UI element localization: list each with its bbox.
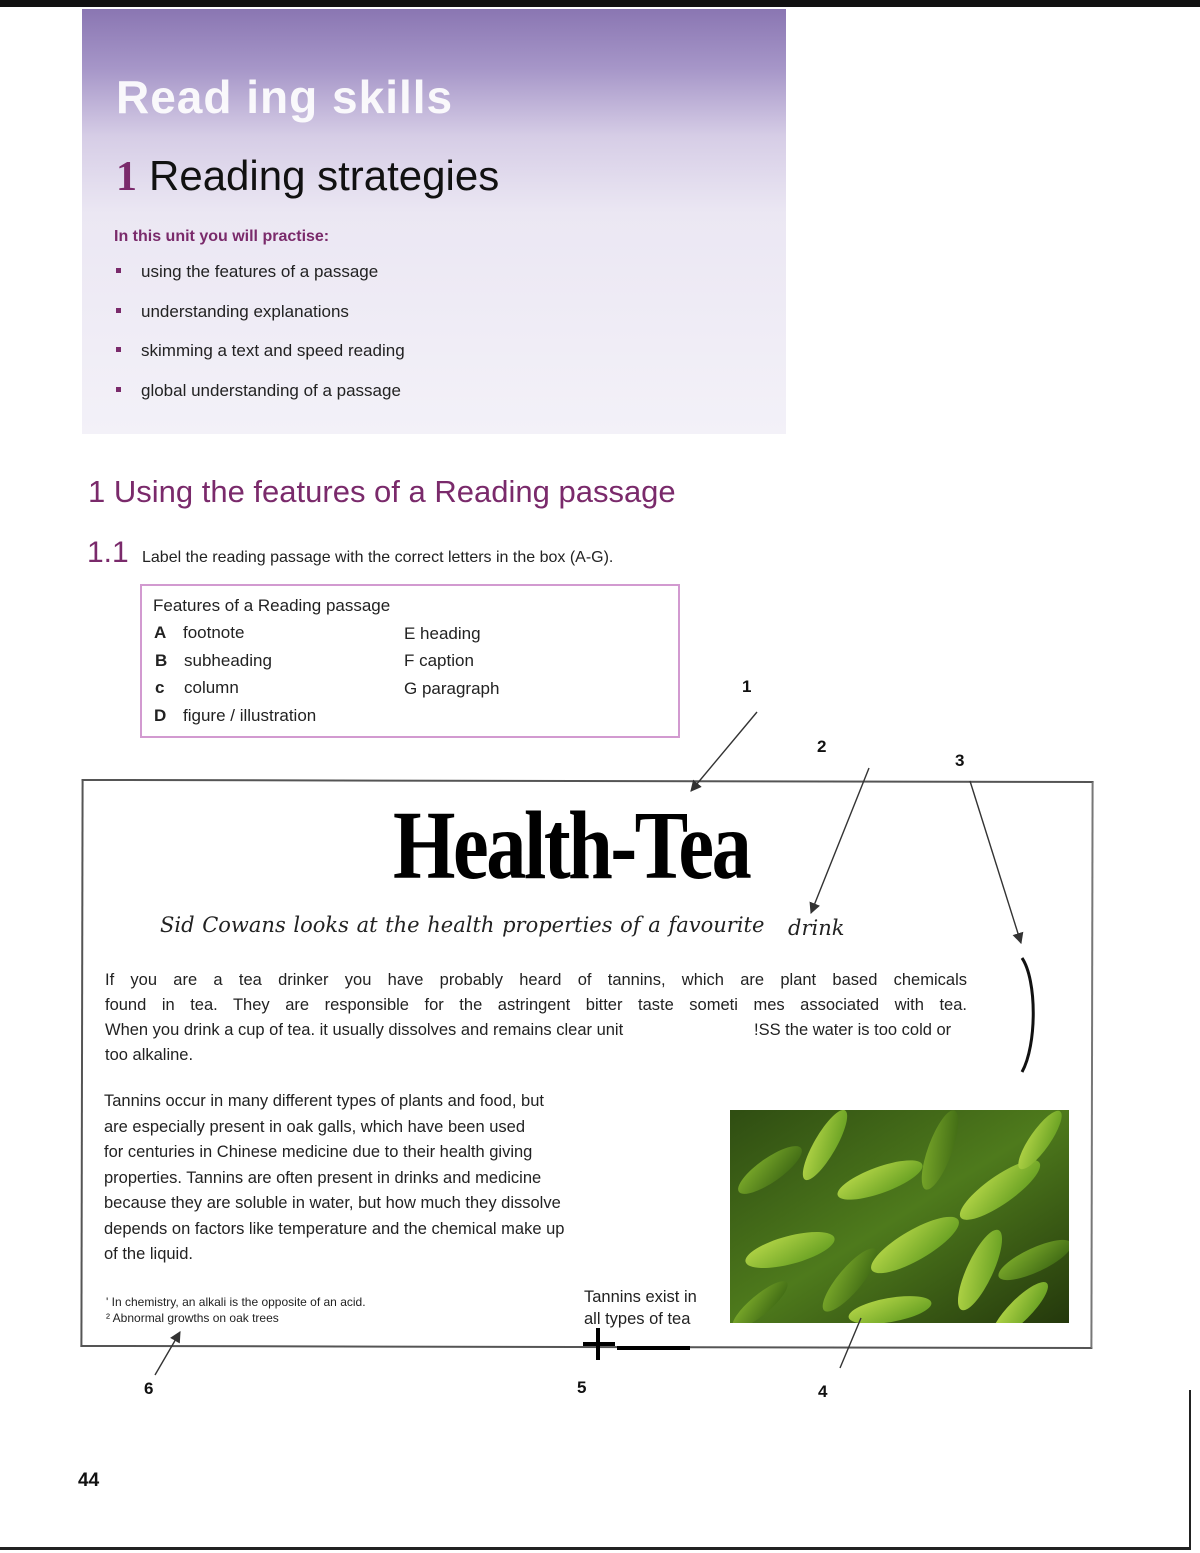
tea-leaves-photo bbox=[730, 1110, 1069, 1323]
paragraph-line: Tannins occur in many different types of plants and food, but bbox=[104, 1092, 544, 1110]
bullet-icon bbox=[116, 387, 121, 392]
bullet-icon bbox=[116, 268, 121, 273]
bullet-icon bbox=[116, 347, 121, 352]
marker-5: 5 bbox=[577, 1378, 587, 1397]
feature-item-f: F caption bbox=[404, 651, 474, 670]
feature-item-e: E heading bbox=[404, 624, 481, 643]
article-subheadline: Sid Cowans looks at the health properties of a favourite bbox=[160, 913, 765, 937]
paragraph-line: depends on factors like temperature and the chemical make up bbox=[104, 1219, 565, 1238]
article-headline: Health-Tea bbox=[393, 792, 750, 900]
marker-6: 6 bbox=[144, 1379, 154, 1398]
marker-3: 3 bbox=[955, 751, 965, 770]
feature-item-b: B subheading bbox=[155, 651, 272, 670]
unit-title-text: Reading strategies bbox=[149, 152, 500, 199]
paragraph-line: for centuries in Chinese medicine due to their health giving bbox=[104, 1143, 533, 1161]
list-item: skimming a text and speed reading bbox=[114, 341, 405, 381]
paragraph-line: found in tea. They are responsible for the astringent bitter taste someti mes associated with tea. bbox=[105, 996, 967, 1014]
list-item: global understanding of a passage bbox=[114, 381, 405, 421]
page-number: 44 bbox=[78, 1470, 100, 1491]
page-bottom-line bbox=[0, 1547, 1190, 1550]
paragraph-line: If you are a tea drinker you have probably heard of tannins, which are plant based chemicals bbox=[105, 971, 967, 989]
article-paragraph-1 bbox=[105, 968, 967, 1068]
marker-1: 1 bbox=[742, 677, 752, 696]
paragraph-line: properties. Tannins are often present in drinks and medicine bbox=[104, 1168, 542, 1187]
bullet-icon bbox=[116, 308, 121, 313]
paragraph-line: because they are soluble in water, but how much they dissolve bbox=[104, 1194, 561, 1212]
list-item: using the features of a passage bbox=[114, 262, 405, 302]
photo-caption: Tannins exist in all types of tea bbox=[584, 1288, 697, 1328]
list-item: understanding explanations bbox=[114, 302, 405, 342]
paragraph-line: are especially present in oak galls, which have been used bbox=[104, 1117, 526, 1136]
feature-item-d: D figure / illustration bbox=[154, 706, 317, 725]
marker-4: 4 bbox=[818, 1382, 828, 1401]
exercise-number: 1.1 bbox=[87, 536, 129, 569]
unit-title bbox=[116, 152, 499, 201]
arrow-1 bbox=[691, 712, 757, 791]
page-right-line bbox=[1189, 1390, 1191, 1550]
features-box-title: Features of a Reading passage bbox=[153, 596, 391, 615]
paragraph-line: of the liquid. bbox=[104, 1245, 193, 1263]
banner-title: Read ing skills bbox=[116, 71, 454, 123]
section-title: 1 Using the features of a Reading passage bbox=[88, 474, 676, 509]
feature-item-g: G paragraph bbox=[404, 679, 500, 698]
paragraph-line: too alkaline. bbox=[105, 1046, 194, 1064]
page-top-bar bbox=[0, 0, 1200, 7]
marker-2: 2 bbox=[817, 737, 827, 756]
article-paragraph-2 bbox=[104, 1089, 604, 1268]
article-footnotes bbox=[106, 1294, 366, 1326]
footnote-1: ' In chemistry, an alkali is the opposite of an acid. bbox=[106, 1295, 366, 1309]
article-subheadline-end: drink bbox=[788, 916, 845, 940]
practise-label: In this unit you will practise: bbox=[114, 228, 330, 245]
paragraph-line-3: When you drink a cup of tea. it usually dissolves and remains clear unit !SS the water is too cold or bbox=[105, 1021, 952, 1039]
feature-item-c: c column bbox=[155, 678, 239, 697]
footnote-2: ² Abnormal growths on oak trees bbox=[106, 1311, 279, 1325]
paragraph-bracket bbox=[1005, 950, 1045, 1080]
feature-item-a: A footnote bbox=[154, 623, 245, 642]
unit-number: 1 bbox=[116, 154, 137, 200]
exercise-instruction: Label the reading passage with the correct letters in the box (A-G). bbox=[142, 549, 614, 566]
practise-list bbox=[114, 262, 405, 420]
